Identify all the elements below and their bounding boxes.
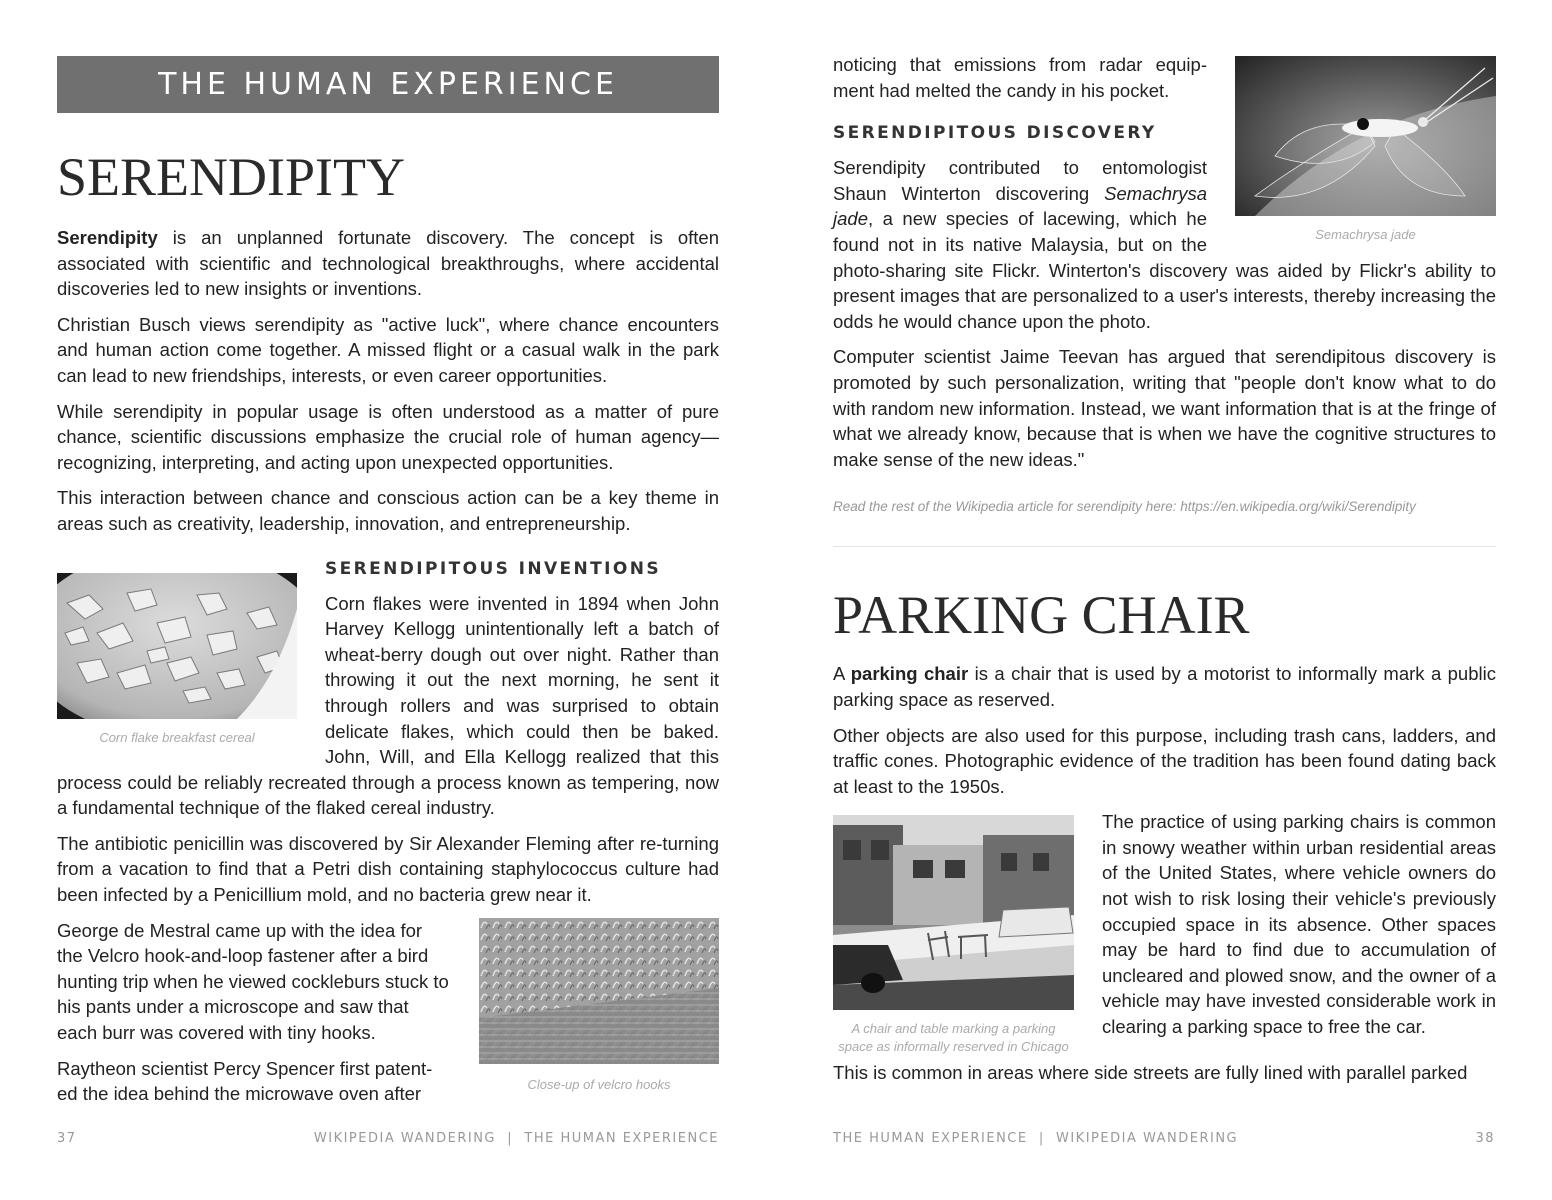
paragraph-parking-intro — [833, 661, 1496, 712]
paragraph-active-luck: Christian Busch views serendipity as "active luck", where chance encounters and human action come together. A missed flight or a casual walk in the park can lead to new friendships, interests, or even career opportunities. — [57, 313, 719, 386]
species-name: Semachrysa jade — [833, 182, 1207, 230]
paragraph-microwave-continued: noticing that emissions from radar equip-ment had melted the candy in his pocket. — [833, 54, 1207, 101]
footer-running-title: THE HUMAN EXPERIENCE | WIKIPEDIA WANDERING — [833, 1131, 1239, 1146]
paragraph-key-theme: This interaction between chance and conscious action can be a key theme in areas such as creativity, leadership, innovation, and entrepreneurship. — [57, 487, 719, 534]
footer-running-title: WIKIPEDIA WANDERING | THE HUMAN EXPERIENCE — [313, 1131, 719, 1146]
footer-page-number: 38 — [1475, 1131, 1495, 1146]
parking-chair-figure — [833, 815, 1074, 1056]
paragraph-other-objects: Other objects are also used for this purpose, including trash cans, ladders, and traffic cones. Photographic evidence of the tradition has been found dating back at least to the 1950s. — [833, 724, 1496, 797]
corn-flake-photo — [57, 573, 297, 719]
velcro-caption: Close-up of velcro hooks — [527, 1076, 671, 1092]
parking-intro-b: is a chair that is used by a motorist to informally mark a public parking space as reserved. — [833, 663, 1496, 710]
lacewing-photo — [1235, 56, 1496, 216]
paragraph-human-agency: While serendipity in popular usage is often understood as a matter of pure chance, scientific discussions emphasize the crucial role of human agency—recognizing, interpreting, and acting upon unexpected opportunities. — [57, 400, 719, 473]
article-divider — [833, 546, 1496, 547]
lacewing-figure — [1235, 56, 1496, 244]
paragraph-side-streets: This is common in areas where side streets are fully lined with parallel parked — [833, 1062, 1468, 1084]
parking-intro-a: A — [833, 663, 851, 685]
paragraph-snowy-weather: The practice of using parking chairs is common in snowy weather within urban residential areas of the United States, where vehicle owners do not wish to risk losing their vehicle's previously occupied space in its absence. Other spaces may be hard to find due to accumulation of uncleared and plowed snow, and the owner of a vehicle may have invested considerable work in clearing a parking space to free the car. — [1102, 811, 1496, 1038]
paragraph-penicillin: The antibiotic penicillin was discovered by Sir Alexander Fleming after re-turning from a vacation to find that a Petri dish containing staphylococcus culture had been infected by a Penicillium mold, and no bacteria grew near it. — [57, 832, 719, 906]
velcro-figure — [479, 918, 719, 1094]
parking-chair-caption: A chair and table marking a parking space as informally reserved in Chicago — [838, 1021, 1069, 1055]
paragraph-microwave: Raytheon scientist Percy Spencer first patent-ed the idea behind the microwave oven after — [57, 1057, 433, 1105]
parking-chair-photo — [833, 815, 1074, 1010]
parking-chair-term: parking chair — [850, 663, 969, 685]
section-heading-discovery: SERENDIPITOUS DISCOVERY — [833, 123, 1157, 144]
section-heading-inventions: SERENDIPITOUS INVENTIONS — [325, 558, 662, 579]
right-page — [776, 0, 1552, 1200]
read-more-note: Read the rest of the Wikipedia article for serendipity here: https://en.wikipedia.org/wiki/Serendipity — [833, 499, 1416, 515]
velcro-photo — [479, 918, 719, 1064]
discovery-text-start: Serendipity contributed to entomologist Shaun Winterton discovering — [833, 157, 1207, 204]
section-banner: THE HUMAN EXPERIENCE — [57, 56, 719, 113]
intro-text: is an unplanned fortunate discovery. The concept is often associated with scientific and technological breakthroughs, where accidental discoveries led to new insights or inventions. — [57, 227, 719, 300]
paragraph-corn-flakes: Corn flakes were invented in 1894 when John Harvey Kellogg unintentionally left a batch of wheat-berry dough out over night. Rather than throwing it out the next morning, he sent it through rollers and was surprised to obtain delicate flakes, which could then be baked. John, Will, and Ella Kellogg realized that this process could be reliably recreated through a process known as tempering, now a fundamental technique of the flaked cereal industry. — [57, 592, 719, 819]
footer-page-number: 37 — [57, 1131, 77, 1146]
intro-paragraph — [57, 225, 719, 302]
lacewing-caption: Semachrysa jade — [1315, 227, 1416, 242]
left-column — [57, 56, 719, 1117]
intro-term: Serendipity — [57, 227, 158, 248]
article-title-parking-chair: PARKING CHAIR — [833, 585, 1250, 646]
corn-flake-figure — [57, 573, 297, 747]
paragraph-teevan: Computer scientist Jaime Teevan has argued that serendipitous discovery is promoted by such personalization, writing that "people don't know what to do with random new information. Instead, we want information that is at the fringe of what we already know, because that is when we have the cognitive structures to make sense of the new ideas." — [833, 346, 1496, 470]
corn-flake-caption: Corn flake breakfast cereal — [99, 729, 255, 745]
discovery-text-end: , a new species of lacewing, which he found not in its native Malaysia, but on the photo-sharing site Flickr. Winterton's discovery was aided by Flickr's ability to present images that are personalized to a user's interests, thereby increasing the odds he would chance upon the photo. — [833, 208, 1496, 332]
paragraph-velcro: George de Mestral came up with the idea for the Velcro hook-and-loop fastener after a bird hunting trip when he viewed cockleburs stuck to his pants under a microscope and saw that each burr was covered with tiny hooks. — [57, 919, 449, 1044]
page-title: SERENDIPITY — [57, 147, 405, 207]
right-column — [833, 52, 1496, 1096]
